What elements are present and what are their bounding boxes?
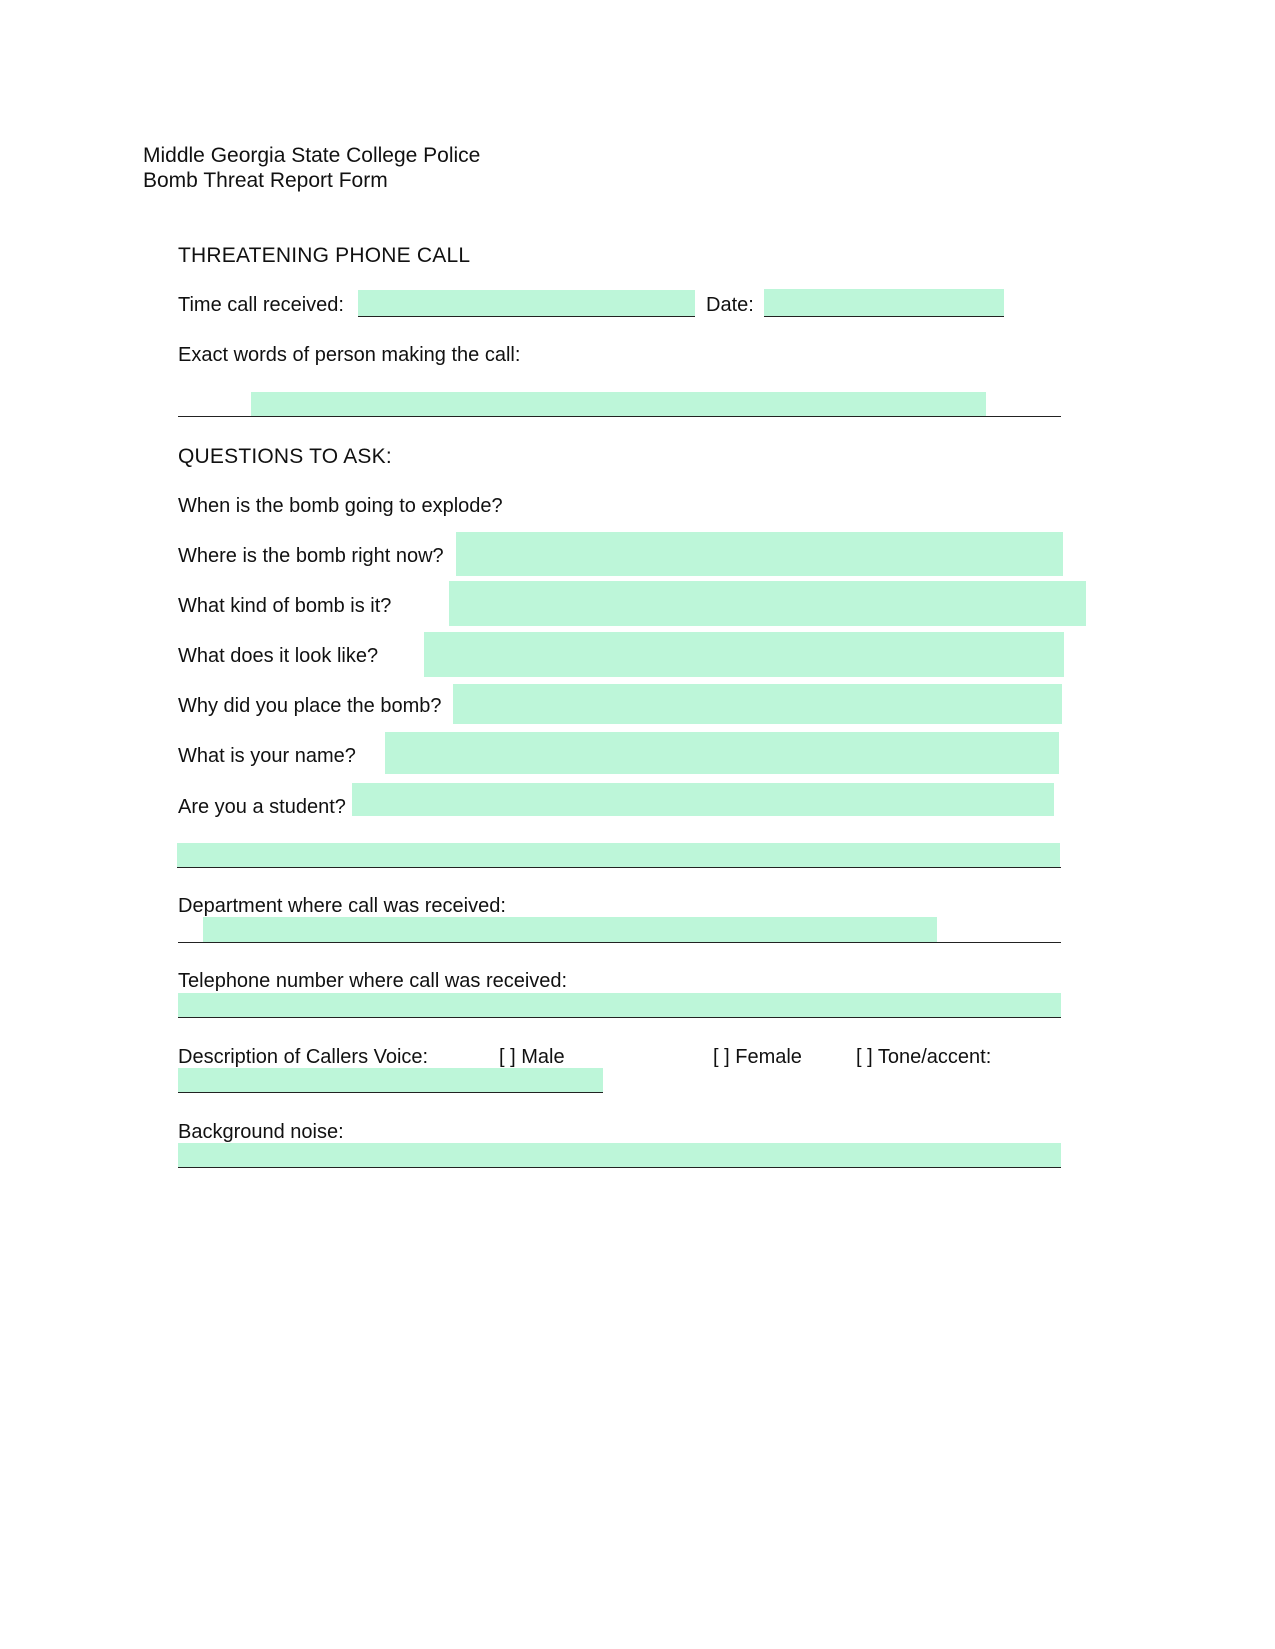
answer-your-name-field[interactable] [385,732,1059,774]
date-underline [764,316,1004,317]
additional-notes-field[interactable] [177,843,1060,867]
telephone-label: Telephone number where call was received: [178,970,568,992]
additional-notes-underline [177,867,1061,868]
question-kind-of-bomb: What kind of bomb is it? [178,595,392,617]
voice-tone-field[interactable] [178,1068,603,1092]
question-student: Are you a student? [178,796,346,818]
telephone-field[interactable] [178,993,1061,1017]
time-call-received-underline [358,316,695,317]
exact-words-underline [178,416,1061,417]
section-heading-questions: QUESTIONS TO ASK: [178,445,392,468]
background-noise-field[interactable] [178,1143,1061,1167]
date-field[interactable] [764,289,1004,316]
time-call-received-field[interactable] [358,290,695,316]
voice-description-label: Description of Callers Voice: [178,1046,429,1068]
background-noise-underline [178,1167,1061,1168]
question-when-explode: When is the bomb going to explode? [178,495,503,517]
telephone-underline [178,1017,1061,1018]
voice-male-checkbox[interactable]: [ ] Male [499,1046,565,1068]
background-noise-label: Background noise: [178,1121,344,1143]
answer-kind-of-bomb-field[interactable] [449,581,1086,626]
time-call-received-label: Time call received: [178,294,344,316]
question-look-like: What does it look like? [178,645,379,667]
question-where-bomb: Where is the bomb right now? [178,545,444,567]
voice-tone-checkbox[interactable]: [ ] Tone/accent: [856,1046,992,1068]
question-your-name: What is your name? [178,745,356,767]
department-field[interactable] [203,917,937,942]
answer-look-like-field[interactable] [424,632,1064,677]
section-heading-phone-call: THREATENING PHONE CALL [178,244,471,267]
date-label: Date: [706,294,754,316]
department-label: Department where call was received: [178,895,506,917]
form-title: Bomb Threat Report Form [143,169,388,192]
answer-why-placed-field[interactable] [453,684,1062,724]
exact-words-field[interactable] [251,392,986,416]
answer-where-bomb-field[interactable] [456,532,1063,576]
voice-female-checkbox[interactable]: [ ] Female [713,1046,802,1068]
exact-words-label: Exact words of person making the call: [178,344,521,366]
answer-student-field[interactable] [352,783,1054,816]
voice-tone-underline [178,1092,603,1093]
question-why-placed: Why did you place the bomb? [178,695,442,717]
org-name: Middle Georgia State College Police [143,144,481,167]
department-underline [178,942,1061,943]
